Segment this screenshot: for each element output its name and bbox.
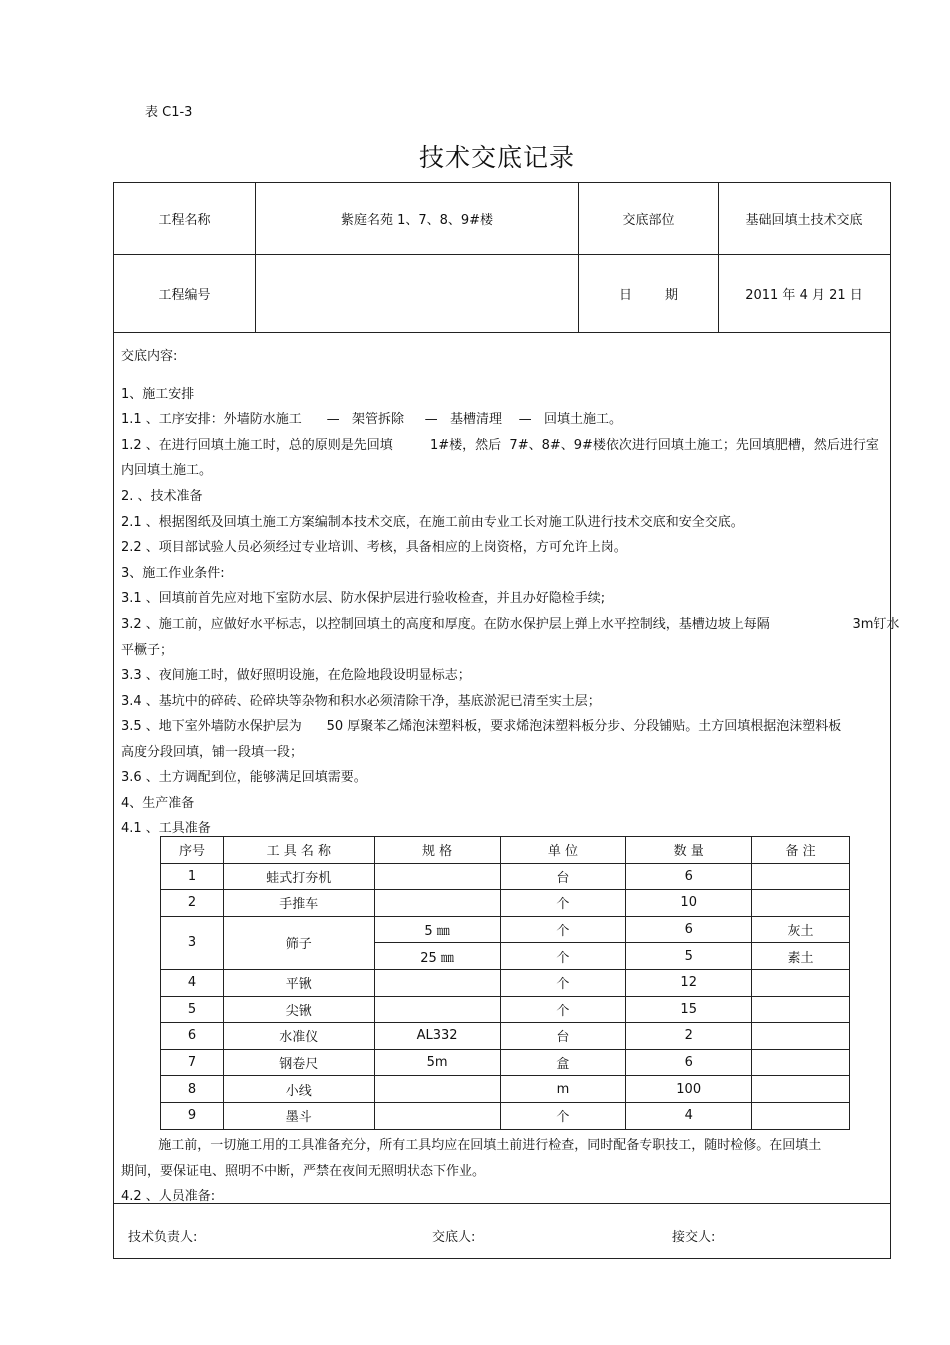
- cell-spec: [374, 863, 500, 890]
- cell-name: 钢卷尺: [223, 1049, 374, 1076]
- cell-spec: [374, 1102, 500, 1129]
- cell-unit: 盒: [500, 1049, 626, 1076]
- cell-note: [752, 969, 850, 996]
- content-line: 3.4 、基坑中的碎砖、砼碎块等杂物和积水必须清除干净，基底淤泥已清至实土层；: [121, 694, 601, 709]
- column-header: 单 位: [500, 837, 626, 864]
- content-line: 内回填土施工。: [121, 463, 213, 478]
- cell-name: 水准仪: [223, 1023, 374, 1050]
- column-header: 工 具 名 称: [223, 837, 374, 864]
- cell-note: [752, 1076, 850, 1103]
- cell-unit: 个: [500, 916, 626, 943]
- cell-unit: 台: [500, 1023, 626, 1050]
- form-id: 表 C1-3: [145, 105, 193, 120]
- content-line: 4.1 、工具准备: [121, 821, 211, 836]
- cell-name: 平锹: [223, 969, 374, 996]
- cell-note: [752, 1023, 850, 1050]
- content-line: 1、施工安排: [121, 387, 195, 402]
- table-row: [161, 1102, 850, 1129]
- cell-name: 小线: [223, 1076, 374, 1103]
- tools-table: [160, 836, 850, 1130]
- content-line: 4.2 、人员准备:: [121, 1189, 216, 1204]
- cell-qty: 100: [626, 1076, 752, 1103]
- cell-no: 4: [161, 969, 224, 996]
- cell-unit: 个: [500, 1102, 626, 1129]
- content-line: 3.6 、土方调配到位，能够满足回填需要。: [121, 770, 367, 785]
- cell-note: [752, 863, 850, 890]
- cell-spec: 5 ㎜: [374, 916, 500, 943]
- content-line: 2.2 、项目部试验人员必须经过专业培训、考核，具备相应的上岗资格，方可允许上岗。: [121, 540, 627, 555]
- cell-qty: 6: [626, 863, 752, 890]
- cell-name: 手推车: [223, 890, 374, 917]
- project-no-value: [256, 255, 578, 332]
- cell-no: 9: [161, 1102, 224, 1129]
- table-row: [161, 1049, 850, 1076]
- cell-note: [752, 890, 850, 917]
- project-name-value: 紫庭名苑 1、7、8、9#楼: [340, 213, 494, 228]
- cell-qty: 15: [626, 996, 752, 1023]
- content-line: 3.2 、施工前，应做好水平标志，以控制回填土的高度和厚度。在防水保护层上弹上水平控制线，基槽边坡上每隔 3m钉水: [121, 617, 900, 632]
- page-title: 技术交底记录: [418, 143, 575, 172]
- column-header: 数 量: [626, 837, 752, 864]
- cell-spec: AL332: [374, 1023, 500, 1050]
- content-line: 期间，要保证电、照明不中断，严禁在夜间无照明状态下作业。: [121, 1164, 486, 1179]
- footer-divider: [113, 1203, 891, 1204]
- cell-no: 2: [161, 890, 224, 917]
- content-line: 3.5 、地下室外墙防水保护层为 50 厚聚苯乙烯泡沫塑料板，要求烯泡沫塑料板分步、分段铺贴。土方回填根据泡沫塑料板: [121, 719, 842, 734]
- content-line: 4、生产准备: [121, 796, 195, 811]
- content-line: 3.3 、夜间施工时，做好照明设施，在危险地段设明显标志；: [121, 668, 471, 683]
- cell-unit: 个: [500, 969, 626, 996]
- cell-unit: 台: [500, 863, 626, 890]
- column-header: 规 格: [374, 837, 500, 864]
- cell-note: [752, 1049, 850, 1076]
- table-row: [161, 916, 850, 943]
- header-bottom-divider: [113, 332, 891, 333]
- cell-unit: 个: [500, 890, 626, 917]
- content-line: 1.2 、在进行回填土施工时，总的原则是先回填 1#楼，然后 7#、8#、9#楼依次进行回填土施工；先回填肥槽，然后进行室: [121, 438, 879, 453]
- cell-note: 素土: [752, 943, 850, 970]
- cell-name: 尖锹: [223, 996, 374, 1023]
- content-line: 2.1 、根据图纸及回填土施工方案编制本技术交底，在施工前由专业工长对施工队进行技术交底和安全交底。: [121, 515, 744, 530]
- project-no-label: 工程编号: [158, 288, 211, 303]
- cell-qty: 2: [626, 1023, 752, 1050]
- cell-qty: 4: [626, 1102, 752, 1129]
- cell-name: 蛙式打夯机: [223, 863, 374, 890]
- cell-qty: 6: [626, 916, 752, 943]
- cell-qty: 6: [626, 1049, 752, 1076]
- date-value: 2011 年 4 月 21 日: [745, 288, 863, 303]
- table-row: [161, 969, 850, 996]
- content-line: 高度分段回填，铺一段填一段；: [121, 745, 304, 760]
- table-row: [161, 996, 850, 1023]
- content-line: 施工前，一切施工用的工具准备充分，所有工具均应在回填土前进行检查，同时配备专职技工，随时检修。在回填土: [121, 1138, 822, 1153]
- cell-name: 墨斗: [223, 1102, 374, 1129]
- cell-no: 3: [161, 916, 224, 969]
- date-label: 日 期: [618, 288, 679, 303]
- cell-no: 8: [161, 1076, 224, 1103]
- cell-note: [752, 996, 850, 1023]
- content-line: 平橛子；: [121, 643, 174, 658]
- cell-spec: [374, 1076, 500, 1103]
- tech-lead-label: 技术负责人:: [128, 1230, 198, 1245]
- content-heading: 交底内容:: [121, 349, 178, 364]
- cell-unit: 个: [500, 996, 626, 1023]
- cell-name: 筛子: [223, 916, 374, 969]
- location-value: 基础回填土技术交底: [745, 213, 863, 228]
- table-header-row: [161, 837, 850, 864]
- cell-qty: 12: [626, 969, 752, 996]
- table-row: [161, 1076, 850, 1103]
- discloser-label: 交底人:: [432, 1230, 476, 1245]
- content-line: 3、施工作业条件:: [121, 566, 225, 581]
- cell-unit: 个: [500, 943, 626, 970]
- cell-spec: 5m: [374, 1049, 500, 1076]
- receiver-label: 接交人:: [672, 1230, 716, 1245]
- cell-no: 6: [161, 1023, 224, 1050]
- column-header: 备 注: [752, 837, 850, 864]
- cell-spec: 25 ㎜: [374, 943, 500, 970]
- cell-note: [752, 1102, 850, 1129]
- cell-no: 7: [161, 1049, 224, 1076]
- content-line: 2. 、技术准备: [121, 489, 203, 504]
- cell-note: 灰土: [752, 916, 850, 943]
- cell-spec: [374, 969, 500, 996]
- cell-spec: [374, 890, 500, 917]
- table-row: [161, 863, 850, 890]
- content-line: 3.1 、回填前首先应对地下室防水层、防水保护层进行验收检查，并且办好隐检手续;: [121, 591, 606, 606]
- location-label: 交底部位: [622, 213, 675, 228]
- cell-no: 5: [161, 996, 224, 1023]
- cell-no: 1: [161, 863, 224, 890]
- cell-qty: 5: [626, 943, 752, 970]
- cell-unit: m: [500, 1076, 626, 1103]
- column-header: 序号: [161, 837, 224, 864]
- table-row: [161, 890, 850, 917]
- cell-spec: [374, 996, 500, 1023]
- project-name-label: 工程名称: [158, 213, 211, 228]
- cell-qty: 10: [626, 890, 752, 917]
- table-row: [161, 1023, 850, 1050]
- content-line: 1.1 、工序安排：外墙防水施工 — 架管拆除 — 基槽清理 — 回填土施工。: [121, 412, 622, 427]
